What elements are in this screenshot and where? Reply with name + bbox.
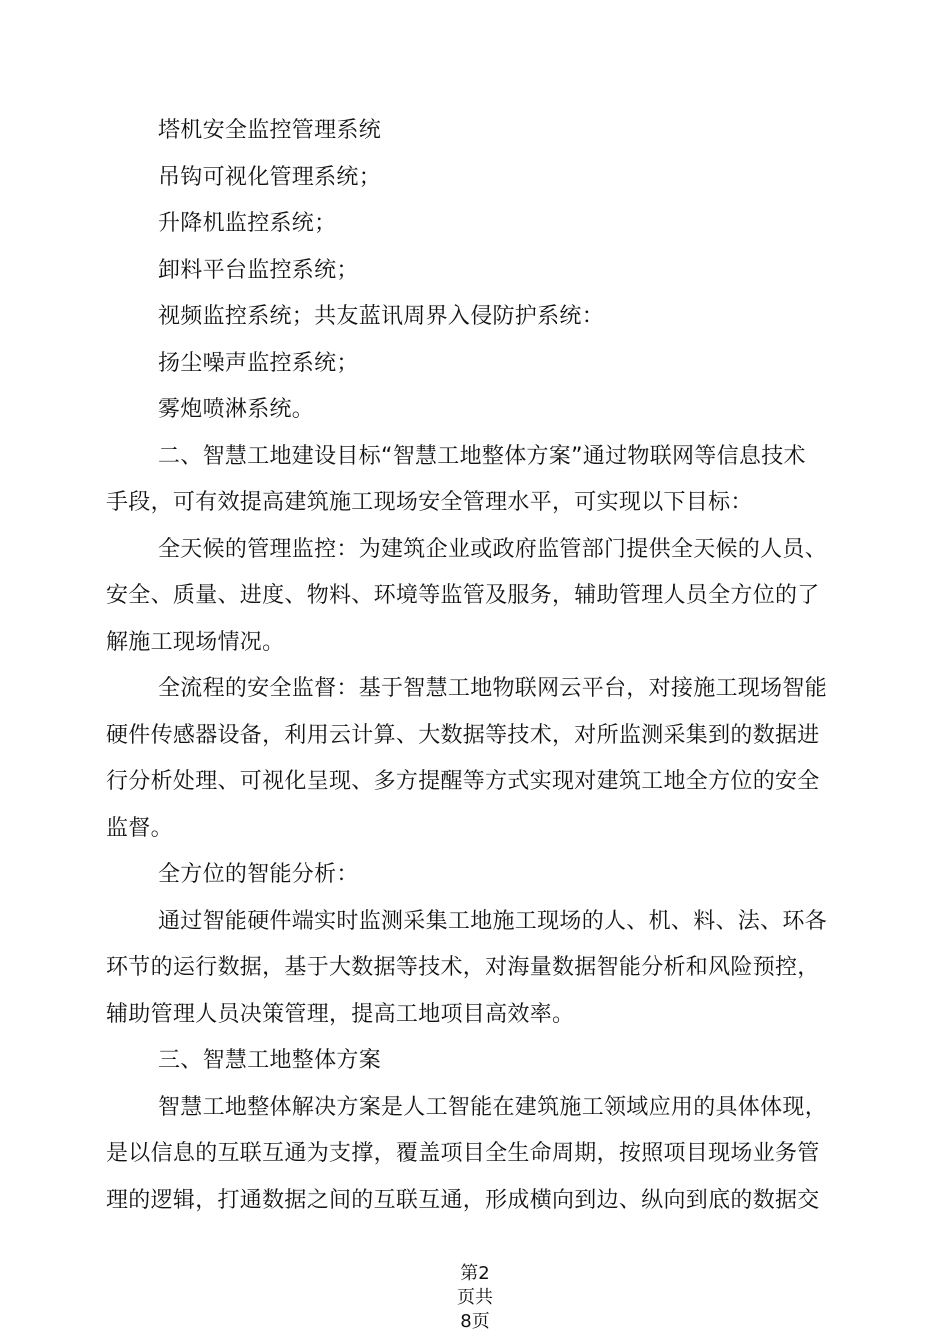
text-line: 吊钩可视化管理系统；	[158, 164, 382, 190]
page-number	[0, 1262, 950, 1334]
text-line: 是以信息的互联互通为支撑，覆盖项目全生命周期，按照项目现场业务管	[106, 1141, 820, 1166]
body-text	[106, 108, 840, 1224]
text-line: 通过智能硬件端实时监测采集工地施工现场的人、机、料、法、环各	[158, 908, 828, 934]
text-line: 塔机安全监控管理系统	[158, 118, 382, 143]
text-line: 硬件传感器设备，利用云计算、大数据等技术，对所监测采集到的数据进	[106, 722, 820, 748]
text-line: 智慧工地整体解决方案是人工智能在建筑施工领域应用的具体体现，	[158, 1094, 828, 1120]
text-line: 理的逻辑，打通数据之间的互联互通，形成横向到边、纵向到底的数据交	[106, 1187, 820, 1213]
text-line: 全方位的智能分析：	[158, 862, 359, 887]
text-line: 解施工现场情况。	[106, 629, 285, 655]
page-number-line: 页共	[457, 1287, 493, 1308]
text-line: 安全、质量、进度、物料、环境等监管及服务，辅助管理人员全方位的了	[106, 583, 820, 608]
page-number-line: 8页	[460, 1311, 490, 1332]
page-number-line: 第2	[460, 1263, 490, 1284]
text-line: 手段，可有效提高建筑施工现场安全管理水平，可实现以下目标：	[106, 490, 753, 515]
text-line: 扬尘噪声监控系统；	[158, 350, 359, 376]
text-line: 环节的运行数据，基于大数据等技术，对海量数据智能分析和风险预控，	[106, 955, 820, 980]
text-line: 视频监控系统；共友蓝讯周界入侵防护系统：	[158, 304, 605, 329]
text-line: 辅助管理人员决策管理，提高工地项目高效率。	[106, 1001, 575, 1027]
text-line: 行分析处理、可视化呈现、多方提醒等方式实现对建筑工地全方位的安全	[106, 769, 820, 794]
text-line: 全流程的安全监督：基于智慧工地物联网云平台，对接施工现场智能	[158, 676, 828, 701]
section-heading: 三、智慧工地整体方案	[158, 1048, 382, 1073]
text-line: 升降机监控系统；	[158, 211, 337, 236]
text-line: 全天候的管理监控：为建筑企业或政府监管部门提供全天候的人员、	[158, 536, 828, 562]
section-heading: 二、智慧工地建设目标“智慧工地整体方案”通过物联网等信息技术	[158, 443, 806, 469]
text-line: 卸料平台监控系统；	[158, 257, 359, 283]
text-line: 监督。	[106, 815, 173, 841]
text-line: 雾炮喷淋系统。	[158, 397, 315, 422]
